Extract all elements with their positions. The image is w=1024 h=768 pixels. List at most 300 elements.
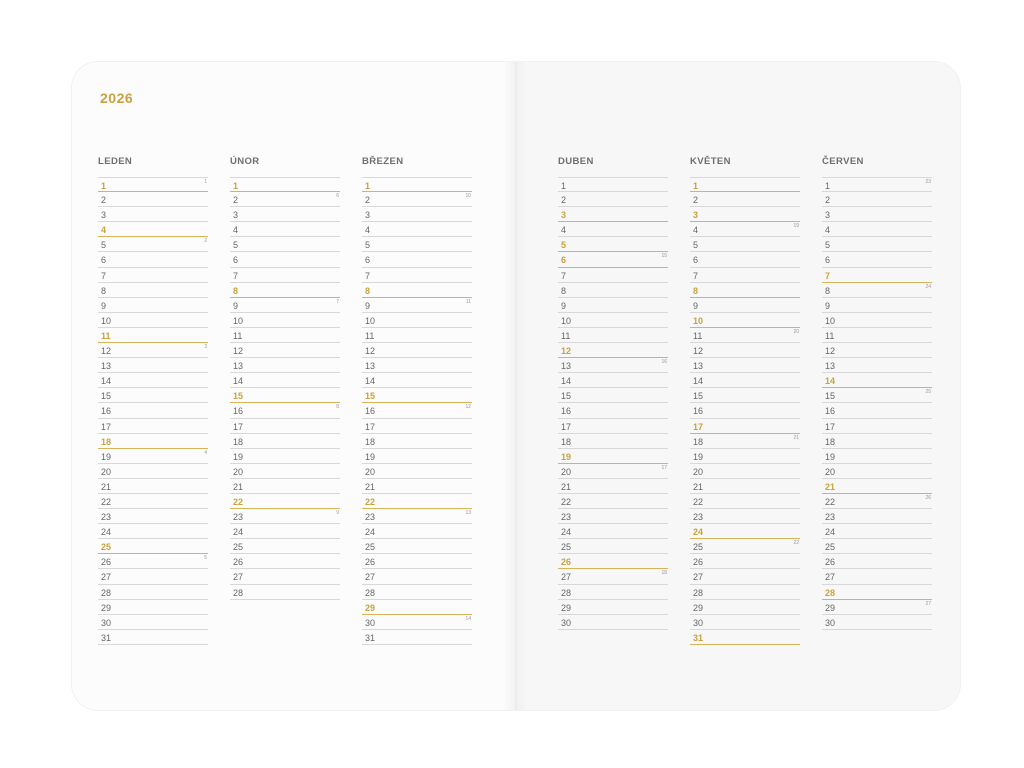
day-number: 8 — [365, 285, 371, 296]
day-row[interactable] — [690, 388, 800, 403]
day-number: 4 — [365, 225, 371, 236]
day-row[interactable] — [362, 192, 472, 207]
day-row[interactable] — [98, 434, 208, 449]
day-row[interactable] — [362, 600, 472, 615]
day-number: 6 — [365, 255, 371, 266]
day-row[interactable] — [822, 358, 932, 373]
day-row[interactable] — [362, 585, 472, 600]
day-row[interactable] — [690, 268, 800, 283]
day-number: 2 — [825, 195, 831, 206]
day-row[interactable] — [558, 252, 668, 267]
day-row[interactable] — [558, 237, 668, 252]
day-row[interactable] — [98, 600, 208, 615]
day-number: 5 — [825, 240, 831, 251]
day-row[interactable] — [362, 298, 472, 313]
day-row[interactable] — [558, 373, 668, 388]
day-row[interactable] — [690, 585, 800, 600]
day-row[interactable] — [98, 494, 208, 509]
day-number: 12 — [233, 346, 244, 357]
day-row[interactable] — [822, 283, 932, 298]
day-row[interactable] — [558, 358, 668, 373]
day-row[interactable] — [558, 283, 668, 298]
month-name: BŘEZEN — [362, 156, 404, 167]
day-row[interactable] — [558, 388, 668, 403]
day-row[interactable] — [230, 222, 340, 237]
day-row[interactable] — [230, 449, 340, 464]
day-number: 17 — [233, 421, 244, 432]
day-row[interactable] — [822, 539, 932, 554]
day-number: 3 — [825, 210, 831, 221]
day-number: 26 — [233, 557, 244, 568]
day-number: 15 — [101, 391, 112, 402]
day-row[interactable] — [98, 313, 208, 328]
day-row[interactable] — [558, 600, 668, 615]
day-row[interactable] — [558, 479, 668, 494]
day-row[interactable] — [822, 585, 932, 600]
day-number: 6 — [233, 255, 239, 266]
day-row[interactable] — [690, 373, 800, 388]
day-row[interactable] — [690, 615, 800, 630]
day-row[interactable] — [230, 539, 340, 554]
day-row[interactable] — [230, 403, 340, 418]
day-number: 16 — [233, 406, 244, 417]
day-number: 23 — [101, 512, 112, 523]
month-name: ČERVEN — [822, 156, 864, 167]
week-number: 20 — [793, 328, 799, 335]
day-row[interactable] — [822, 494, 932, 509]
day-row[interactable] — [230, 419, 340, 434]
day-number: 21 — [233, 481, 244, 492]
day-number: 13 — [101, 361, 112, 372]
day-row[interactable] — [690, 464, 800, 479]
day-row[interactable] — [362, 479, 472, 494]
day-row[interactable] — [230, 524, 340, 539]
day-row[interactable] — [690, 313, 800, 328]
day-row[interactable] — [690, 222, 800, 237]
day-row[interactable] — [822, 403, 932, 418]
day-row[interactable] — [98, 585, 208, 600]
day-number: 24 — [693, 527, 704, 538]
day-number: 18 — [561, 436, 572, 447]
day-row[interactable] — [558, 313, 668, 328]
week-number: 9 — [336, 510, 339, 517]
day-number: 15 — [693, 391, 704, 402]
day-number: 2 — [101, 195, 107, 206]
day-number: 3 — [233, 210, 239, 221]
day-row[interactable] — [230, 237, 340, 252]
week-number: 22 — [793, 540, 799, 547]
day-row[interactable] — [558, 524, 668, 539]
day-row[interactable] — [362, 419, 472, 434]
day-number: 20 — [365, 466, 376, 477]
day-number: 25 — [365, 542, 376, 553]
day-number: 23 — [693, 512, 704, 523]
day-row[interactable] — [558, 615, 668, 630]
day-row[interactable] — [558, 509, 668, 524]
day-row[interactable] — [558, 449, 668, 464]
week-number: 12 — [465, 404, 471, 411]
week-number: 6 — [336, 193, 339, 200]
day-number: 7 — [365, 270, 371, 281]
day-row[interactable] — [362, 524, 472, 539]
day-row[interactable] — [98, 554, 208, 569]
day-number: 17 — [101, 421, 112, 432]
day-number: 27 — [693, 572, 704, 583]
day-row[interactable] — [98, 615, 208, 630]
day-row[interactable] — [690, 509, 800, 524]
day-number: 12 — [101, 346, 112, 357]
day-row[interactable] — [822, 524, 932, 539]
week-number: 26 — [925, 494, 931, 501]
day-row[interactable] — [98, 403, 208, 418]
day-row[interactable] — [230, 585, 340, 600]
day-row[interactable] — [98, 479, 208, 494]
day-row[interactable] — [362, 343, 472, 358]
day-row[interactable] — [558, 222, 668, 237]
day-number: 1 — [825, 181, 831, 191]
day-row[interactable] — [822, 479, 932, 494]
day-row[interactable] — [230, 479, 340, 494]
day-row[interactable] — [690, 449, 800, 464]
day-number: 28 — [101, 587, 112, 598]
day-row[interactable] — [98, 252, 208, 267]
day-row[interactable] — [822, 222, 932, 237]
day-number: 16 — [561, 406, 572, 417]
day-row[interactable] — [98, 177, 208, 192]
day-row[interactable] — [822, 177, 932, 192]
day-row[interactable] — [362, 268, 472, 283]
day-row[interactable] — [362, 328, 472, 343]
day-row[interactable] — [558, 419, 668, 434]
day-row[interactable] — [230, 343, 340, 358]
day-row[interactable] — [230, 464, 340, 479]
day-number: 25 — [233, 542, 244, 553]
day-number: 29 — [365, 602, 376, 613]
day-number: 24 — [101, 527, 112, 538]
week-number: 4 — [204, 449, 207, 456]
day-number: 5 — [101, 240, 107, 251]
day-number: 5 — [365, 240, 371, 251]
day-number: 3 — [101, 210, 107, 221]
day-number: 18 — [693, 436, 704, 447]
day-row[interactable] — [690, 539, 800, 554]
day-row[interactable] — [362, 313, 472, 328]
day-row[interactable] — [362, 283, 472, 298]
day-number: 26 — [561, 557, 572, 568]
day-row[interactable] — [690, 479, 800, 494]
day-number: 14 — [101, 376, 112, 387]
day-row[interactable] — [558, 585, 668, 600]
day-row[interactable] — [822, 328, 932, 343]
day-number: 26 — [101, 557, 112, 568]
day-row[interactable] — [230, 207, 340, 222]
month-name: KVĚTEN — [690, 156, 731, 167]
day-row[interactable] — [230, 554, 340, 569]
day-number: 21 — [101, 481, 112, 492]
day-number: 4 — [101, 225, 107, 236]
day-row[interactable] — [230, 268, 340, 283]
day-row[interactable] — [690, 177, 800, 192]
day-row[interactable] — [558, 494, 668, 509]
day-row[interactable] — [98, 464, 208, 479]
day-row[interactable] — [98, 358, 208, 373]
week-number: 14 — [465, 615, 471, 622]
month-column — [558, 155, 668, 630]
day-number: 19 — [693, 451, 704, 462]
day-row[interactable] — [690, 237, 800, 252]
day-row[interactable] — [230, 328, 340, 343]
day-row[interactable] — [98, 192, 208, 207]
day-number: 2 — [561, 195, 567, 206]
day-row[interactable] — [822, 434, 932, 449]
day-number: 2 — [693, 195, 699, 206]
day-row[interactable] — [558, 177, 668, 192]
day-number: 27 — [561, 572, 572, 583]
day-row[interactable] — [822, 252, 932, 267]
day-number: 4 — [693, 225, 699, 236]
day-row[interactable] — [362, 358, 472, 373]
day-row[interactable] — [98, 222, 208, 237]
day-row[interactable] — [98, 207, 208, 222]
day-row[interactable] — [98, 328, 208, 343]
day-number: 15 — [561, 391, 572, 402]
day-row[interactable] — [822, 207, 932, 222]
week-number: 15 — [661, 253, 667, 260]
day-row[interactable] — [98, 509, 208, 524]
day-row[interactable] — [230, 373, 340, 388]
day-number: 3 — [693, 210, 699, 221]
day-row[interactable] — [558, 328, 668, 343]
day-row[interactable] — [690, 600, 800, 615]
day-row[interactable] — [362, 207, 472, 222]
day-row[interactable] — [98, 419, 208, 434]
day-row[interactable] — [690, 434, 800, 449]
day-number: 27 — [825, 572, 836, 583]
day-row[interactable] — [558, 434, 668, 449]
day-number: 3 — [561, 210, 567, 221]
day-row[interactable] — [690, 554, 800, 569]
day-number: 12 — [825, 346, 836, 357]
week-number: 17 — [661, 464, 667, 471]
day-row[interactable] — [822, 373, 932, 388]
day-row[interactable] — [362, 539, 472, 554]
day-row[interactable] — [690, 569, 800, 584]
year-title: 2026 — [100, 90, 134, 106]
day-number: 4 — [825, 225, 831, 236]
day-row[interactable] — [822, 313, 932, 328]
day-number: 30 — [365, 617, 376, 628]
day-row[interactable] — [362, 449, 472, 464]
day-number: 6 — [825, 255, 831, 266]
day-row[interactable] — [690, 207, 800, 222]
day-number: 30 — [101, 617, 112, 628]
day-number: 9 — [365, 300, 371, 311]
day-row[interactable] — [558, 403, 668, 418]
day-row[interactable] — [230, 313, 340, 328]
day-number: 26 — [365, 557, 376, 568]
month-column — [230, 155, 340, 600]
day-row[interactable] — [690, 343, 800, 358]
day-number: 3 — [365, 210, 371, 221]
day-number: 21 — [825, 481, 836, 492]
day-row[interactable] — [362, 464, 472, 479]
day-row[interactable] — [230, 494, 340, 509]
month-column — [690, 155, 800, 645]
day-row[interactable] — [230, 298, 340, 313]
day-row[interactable] — [230, 509, 340, 524]
week-number: 11 — [465, 298, 471, 305]
day-number: 10 — [365, 315, 376, 326]
day-number: 19 — [233, 451, 244, 462]
day-row[interactable] — [822, 419, 932, 434]
day-row[interactable] — [98, 388, 208, 403]
day-number: 28 — [233, 587, 244, 598]
day-row[interactable] — [558, 207, 668, 222]
day-row[interactable] — [230, 192, 340, 207]
day-number: 10 — [561, 315, 572, 326]
day-row[interactable] — [690, 328, 800, 343]
day-row[interactable] — [230, 252, 340, 267]
day-row[interactable] — [230, 358, 340, 373]
day-row[interactable] — [362, 554, 472, 569]
day-number: 24 — [561, 527, 572, 538]
day-row[interactable] — [558, 554, 668, 569]
day-row[interactable] — [558, 192, 668, 207]
day-row[interactable] — [558, 464, 668, 479]
day-row[interactable] — [362, 252, 472, 267]
day-number: 21 — [693, 481, 704, 492]
day-number: 7 — [233, 270, 239, 281]
day-number: 29 — [101, 602, 112, 613]
day-row[interactable] — [362, 434, 472, 449]
day-row[interactable] — [822, 569, 932, 584]
day-row[interactable] — [98, 449, 208, 464]
day-row[interactable] — [558, 569, 668, 584]
day-row[interactable] — [690, 524, 800, 539]
day-row[interactable] — [558, 343, 668, 358]
day-number: 11 — [101, 330, 111, 341]
day-number: 28 — [561, 587, 572, 598]
day-row[interactable] — [558, 268, 668, 283]
day-row[interactable] — [362, 177, 472, 192]
day-number: 27 — [101, 572, 112, 583]
day-row[interactable] — [98, 630, 208, 645]
day-number: 18 — [101, 436, 112, 447]
day-row[interactable] — [690, 630, 800, 645]
day-row[interactable] — [822, 298, 932, 313]
day-number: 8 — [233, 285, 239, 296]
day-row[interactable] — [230, 434, 340, 449]
day-row[interactable] — [98, 343, 208, 358]
day-number: 6 — [693, 255, 699, 266]
day-row[interactable] — [822, 464, 932, 479]
day-number: 14 — [693, 376, 704, 387]
day-row[interactable] — [362, 237, 472, 252]
day-number: 6 — [561, 255, 567, 266]
day-row[interactable] — [230, 569, 340, 584]
day-number: 16 — [365, 406, 376, 417]
day-row[interactable] — [558, 539, 668, 554]
day-row[interactable] — [362, 373, 472, 388]
day-row[interactable] — [230, 283, 340, 298]
day-row[interactable] — [822, 268, 932, 283]
day-number: 22 — [365, 496, 376, 507]
day-row[interactable] — [822, 554, 932, 569]
day-number: 8 — [561, 285, 567, 296]
day-row[interactable] — [230, 177, 340, 192]
month-column — [98, 155, 208, 645]
day-row[interactable] — [690, 358, 800, 373]
day-row[interactable] — [362, 222, 472, 237]
day-number: 20 — [101, 466, 112, 477]
day-row[interactable] — [98, 298, 208, 313]
day-number: 14 — [233, 376, 244, 387]
day-number: 6 — [101, 255, 107, 266]
day-row[interactable] — [690, 298, 800, 313]
day-number: 20 — [233, 466, 244, 477]
day-number: 17 — [825, 421, 836, 432]
day-number: 18 — [233, 436, 244, 447]
day-row[interactable] — [98, 569, 208, 584]
day-row[interactable] — [822, 509, 932, 524]
day-row[interactable] — [690, 252, 800, 267]
day-number: 12 — [365, 346, 376, 357]
day-number: 8 — [693, 285, 699, 296]
day-number: 23 — [365, 512, 376, 523]
day-row[interactable] — [362, 569, 472, 584]
day-row[interactable] — [98, 373, 208, 388]
week-number: 7 — [336, 298, 339, 305]
day-number: 20 — [561, 466, 572, 477]
day-row[interactable] — [98, 268, 208, 283]
day-number: 25 — [825, 542, 836, 553]
day-row[interactable] — [230, 388, 340, 403]
day-number: 1 — [561, 181, 567, 191]
day-row[interactable] — [362, 388, 472, 403]
day-row[interactable] — [362, 630, 472, 645]
day-number: 8 — [825, 285, 831, 296]
day-row[interactable] — [362, 509, 472, 524]
day-row[interactable] — [558, 298, 668, 313]
day-row[interactable] — [690, 403, 800, 418]
day-number: 7 — [693, 270, 699, 281]
day-row[interactable] — [822, 615, 932, 630]
day-row[interactable] — [690, 192, 800, 207]
day-row[interactable] — [690, 283, 800, 298]
day-row[interactable] — [822, 388, 932, 403]
day-row[interactable] — [822, 343, 932, 358]
day-row[interactable] — [98, 539, 208, 554]
day-row[interactable] — [98, 524, 208, 539]
day-row[interactable] — [822, 600, 932, 615]
day-row[interactable] — [98, 283, 208, 298]
day-row[interactable] — [98, 237, 208, 252]
day-number: 28 — [825, 587, 836, 598]
day-row[interactable] — [822, 192, 932, 207]
day-row[interactable] — [362, 494, 472, 509]
day-number: 20 — [825, 466, 836, 477]
day-row[interactable] — [362, 403, 472, 418]
month-name: DUBEN — [558, 156, 594, 167]
week-number: 5 — [204, 555, 207, 562]
day-row[interactable] — [822, 237, 932, 252]
day-number: 30 — [693, 617, 704, 628]
month-name: LEDEN — [98, 156, 133, 167]
day-row[interactable] — [822, 449, 932, 464]
day-row[interactable] — [690, 419, 800, 434]
day-row[interactable] — [690, 494, 800, 509]
day-row[interactable] — [362, 615, 472, 630]
